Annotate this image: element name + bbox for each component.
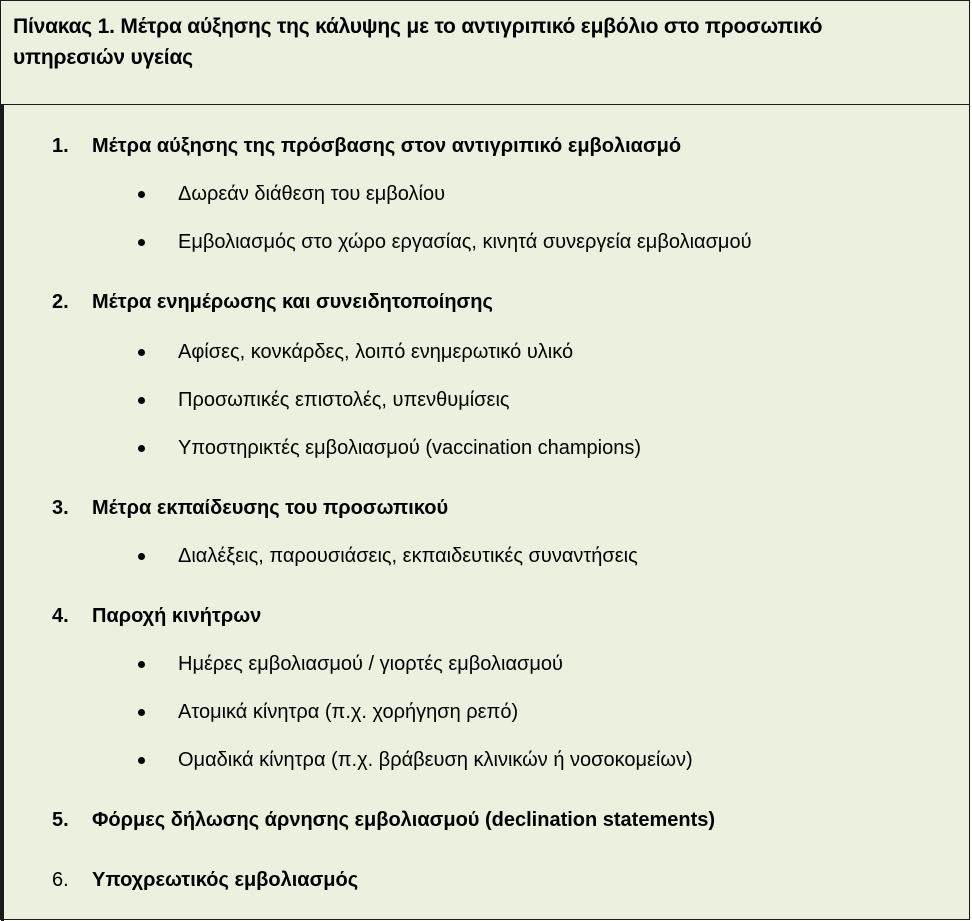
list-item-text: Αφίσες, κονκάρδες, λοιπό ενημερωτικό υλικό [178,341,574,363]
table-caption-cell [1,1,969,105]
bullet-icon [138,349,145,356]
table-body-cell [1,105,969,921]
section-number: 6. [52,869,69,891]
bullet-icon [138,239,145,246]
section-number: 3. [52,497,69,519]
section-number: 4. [52,605,69,627]
section-5 [52,807,715,833]
section-title: Μέτρα ενημέρωσης και συνειδητοποίησης [92,291,493,313]
section-title: Φόρμες δήλωσης άρνησης εμβολιασμού (declination statements) [92,809,716,831]
list-item-text: Ατομικά κίνητρα (π.χ. χορήγηση ρεπό) [178,701,519,723]
section-title: Υποχρεωτικός εμβολιασμός [92,869,359,891]
bullet-icon [138,709,145,716]
list-item-text: Ημέρες εμβολιασμού / γιορτές εμβολιασμού [178,653,563,675]
section-6 [52,867,358,893]
bullet-icon [138,661,145,668]
list-item-text: Εμβολιασμός στο χώρο εργασίας, κινητά συνεργεία εμβολιασμού [178,231,752,253]
section-title: Μέτρα εκπαίδευσης του προσωπικού [92,497,449,519]
list-item-text: Δωρεάν διάθεση του εμβολίου [178,183,446,205]
section-1 [52,133,681,159]
caption-line-2: υπηρεσιών υγείας [13,46,193,69]
caption-line-1: Πίνακας 1. Μέτρα αύξησης της κάλυψης με το αντιγριπικό εμβόλιο στο προσωπικό [13,15,823,38]
list-item-text: Ομαδικά κίνητρα (π.χ. βράβευση κλινικών ή νοσοκομείων) [178,749,693,771]
bullet-icon [138,553,145,560]
bullet-icon [138,757,145,764]
table-caption [13,11,957,73]
bullet-icon [138,191,145,198]
bullet-icon [138,397,145,404]
list-item-text: Διαλέξεις, παρουσιάσεις, εκπαιδευτικές συναντήσεις [178,545,638,567]
section-title: Παροχή κινήτρων [92,605,262,627]
section-3 [52,495,448,521]
section-number: 1. [52,135,69,157]
section-number: 5. [52,809,69,831]
section-2 [52,289,493,315]
list-item-text: Προσωπικές επιστολές, υπενθυμίσεις [178,389,510,411]
bullet-icon [138,445,145,452]
section-number: 2. [52,291,69,313]
section-4 [52,603,261,629]
list-item-text: Υποστηρικτές εμβολιασμού (vaccination champions) [178,437,642,459]
section-title: Μέτρα αύξησης της πρόσβασης στον αντιγριπικό εμβολιασμό [92,135,682,157]
